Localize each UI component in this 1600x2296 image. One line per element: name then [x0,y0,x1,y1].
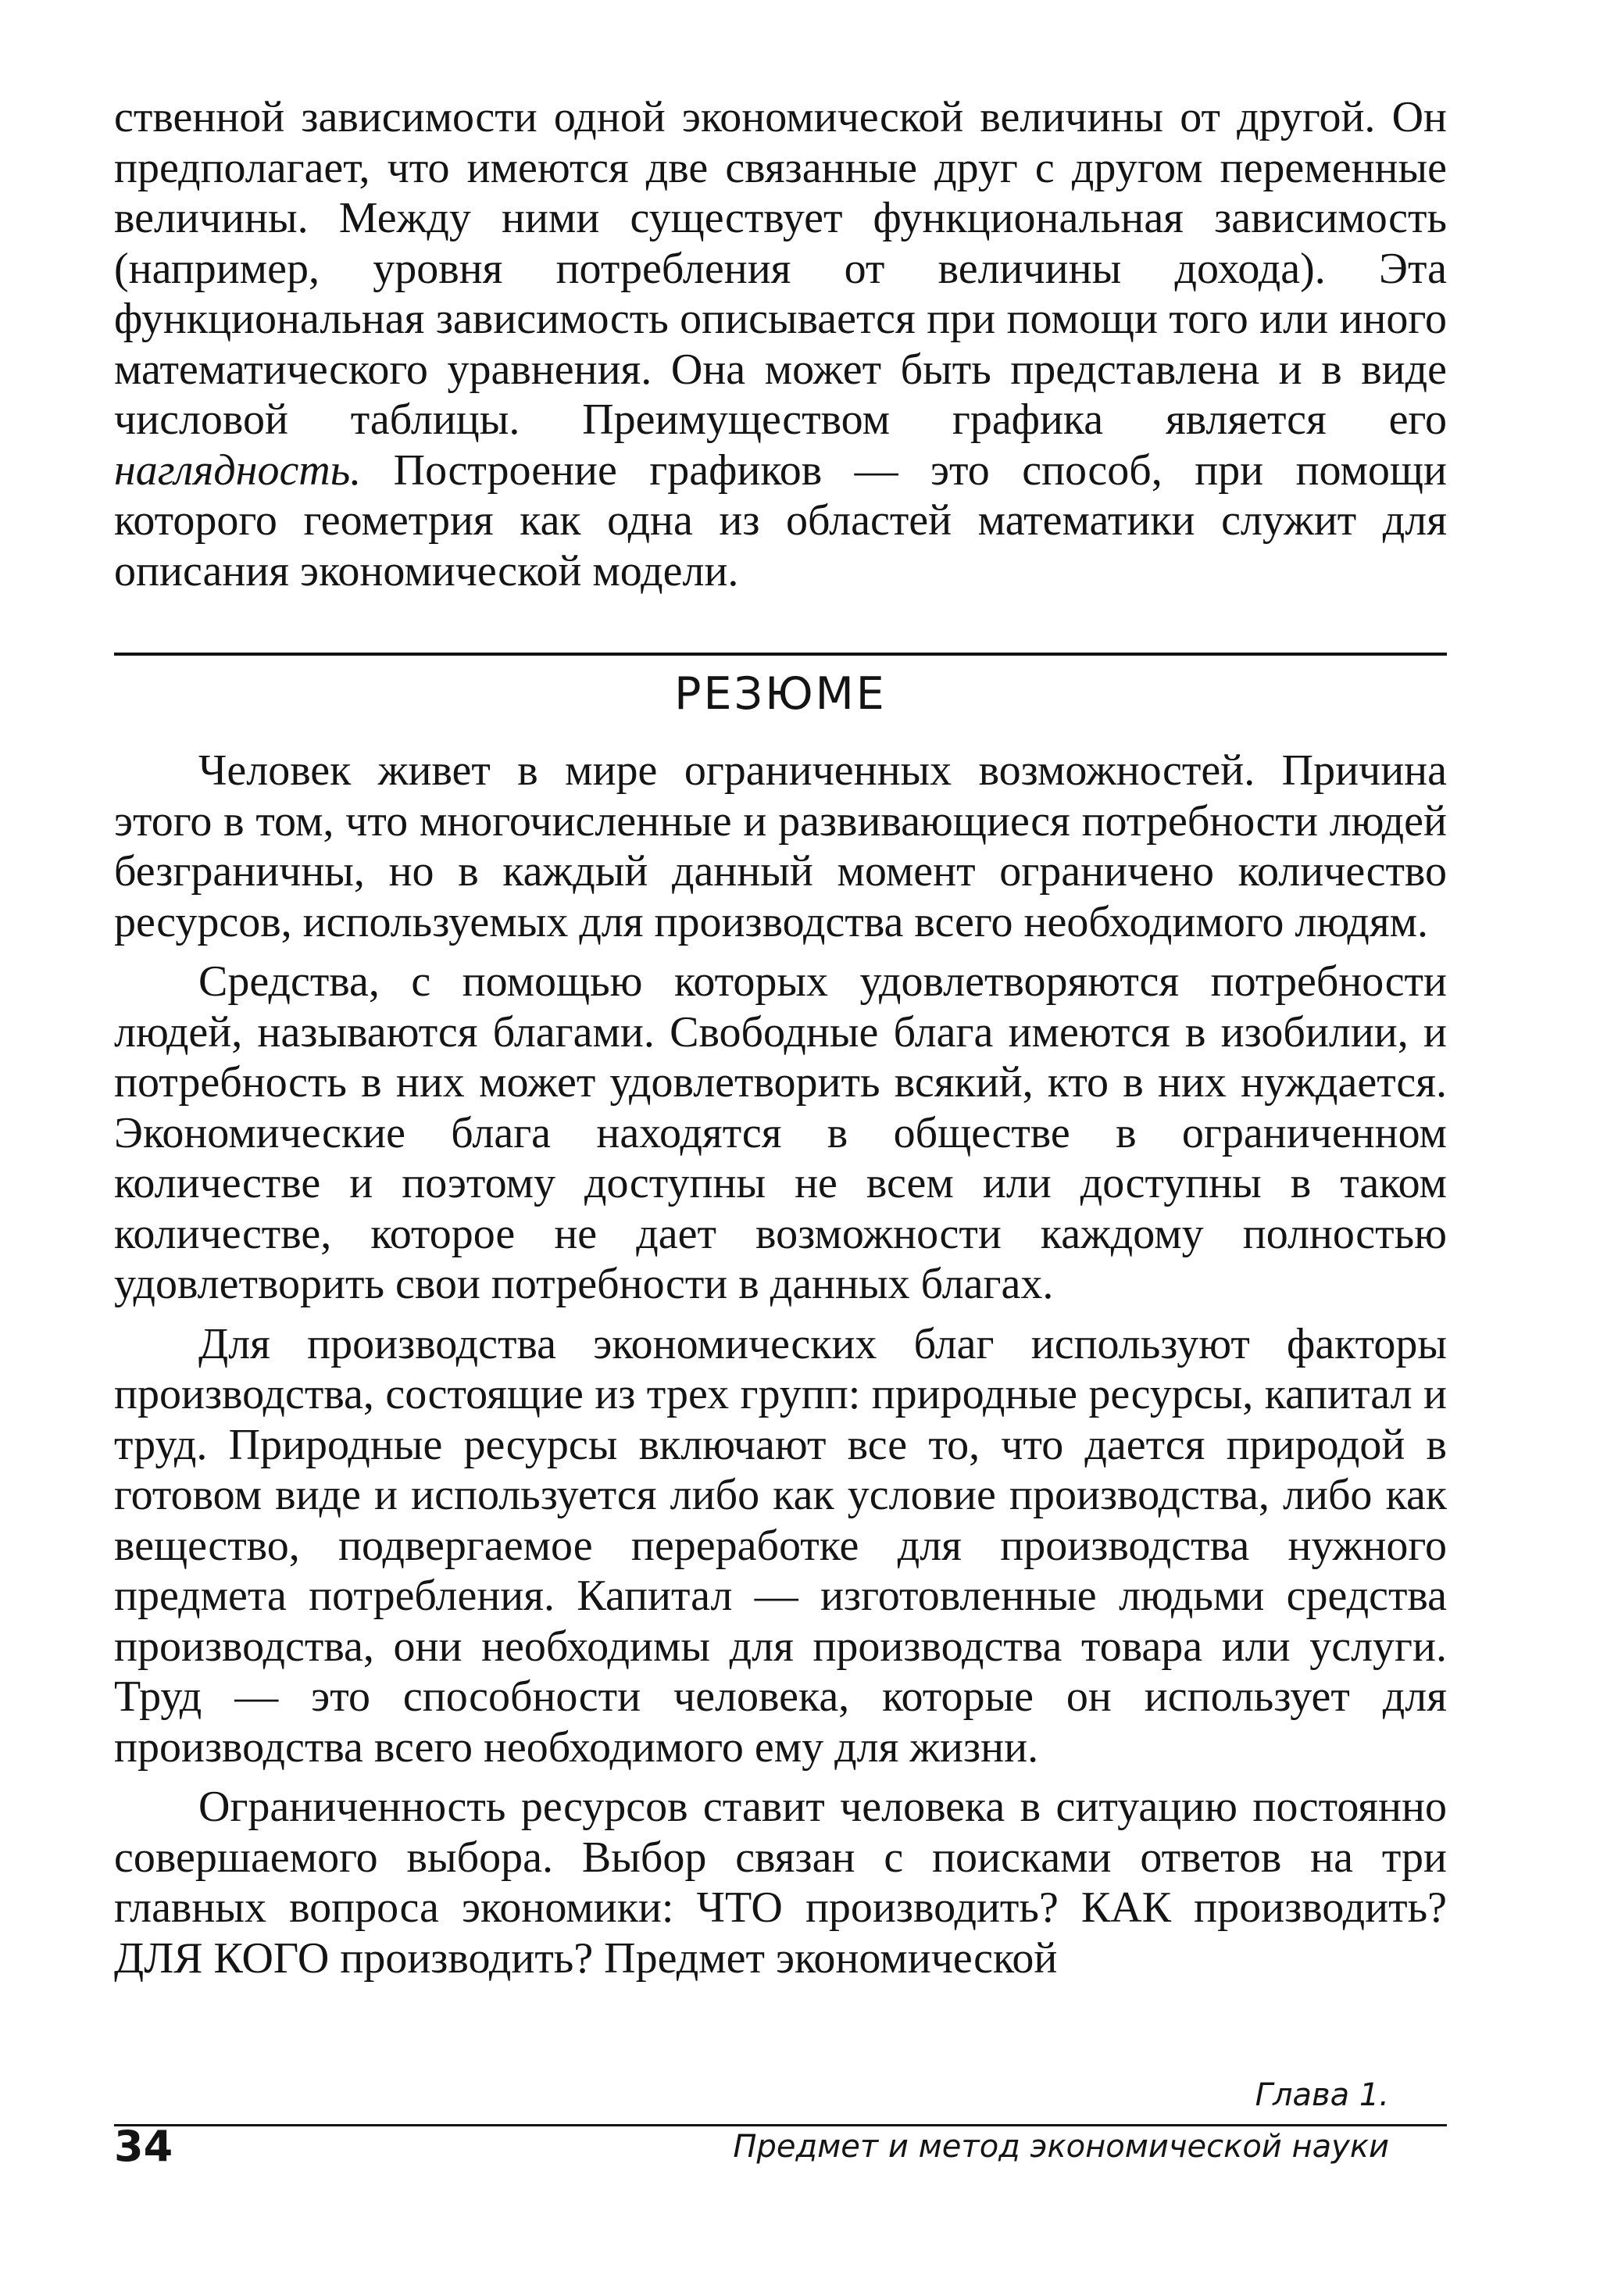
footer-chapter-title: Предмет и метод экономической науки [733,2129,1389,2165]
intro-text-part-1: ственной зависимости одной экономической величины от другой. Он предполагает, что имеются две связанные друг с другом переменные величины. Между ними существует функциональная зависимость (например, уровня потребления от величины дохода). Эта функциональная зависимость описывается при помощи того или иного математического уравнения. Она может быть представлена и в виде числовой таблицы. Преимуществом графика является его [114,93,1447,444]
footer-divider [114,2124,1447,2126]
resume-paragraph-2: Средства, с помощью которых удовлетворяются потребности людей, называются благами. Свободные блага имеются в изобилии, и потребность в них может удовлетворить всякий, кто в них нуждается. Экономические блага находятся в обществе в ограниченном количестве и поэтому доступны не всем или доступны в таком количестве, которое не дает возможности каждому полностью удовлетворить свои потребности в данных благах. [114,957,1447,1308]
section-title: РЕЗЮМЕ [674,668,887,720]
footer-chapter-label: Глава 1. [1255,2077,1389,2113]
intro-paragraph [114,92,1447,596]
resume-paragraph-1: Человек живет в мире ограниченных возможностей. Причина этого в том, что многочисленные и развивающиеся потребности людей безграничны, но в каждый данный момент ограничено количество ресурсов, используемых для производства всего необходимого людям. [114,746,1447,946]
section-divider [114,653,1447,656]
resume-text-block [114,746,1447,1983]
page-number: 34 [114,2122,173,2171]
intro-emphasis: наглядность. [114,445,362,495]
intro-text-block [114,92,1447,596]
intro-text-part-2: Построение графиков — это способ, при помощи которого геометрия как одна из областей математики служит для описания экономической модели. [114,445,1447,595]
resume-paragraph-3: Для производства экономических благ используют факторы производства, состоящие из трех групп: природные ресурсы, капитал и труд. Природные ресурсы включают все то, что дается природой в готовом виде и используется либо как условие производства, либо как вещество, подвергаемое переработке для производства нужного предмета потребления. Капитал — изготовленные людьми средства производства, они необходимы для производства товара или услуги. Труд — это способности человека, которые он использует для производства всего необходимого ему для жизни. [114,1319,1447,1772]
resume-paragraph-4: Ограниченность ресурсов ставит человека в ситуацию постоянно совершаемого выбора. Выбор связан с поисками ответов на три главных вопроса экономики: ЧТО производить? КАК производить? ДЛЯ КОГО производить? Предмет экономической [114,1783,1447,1983]
